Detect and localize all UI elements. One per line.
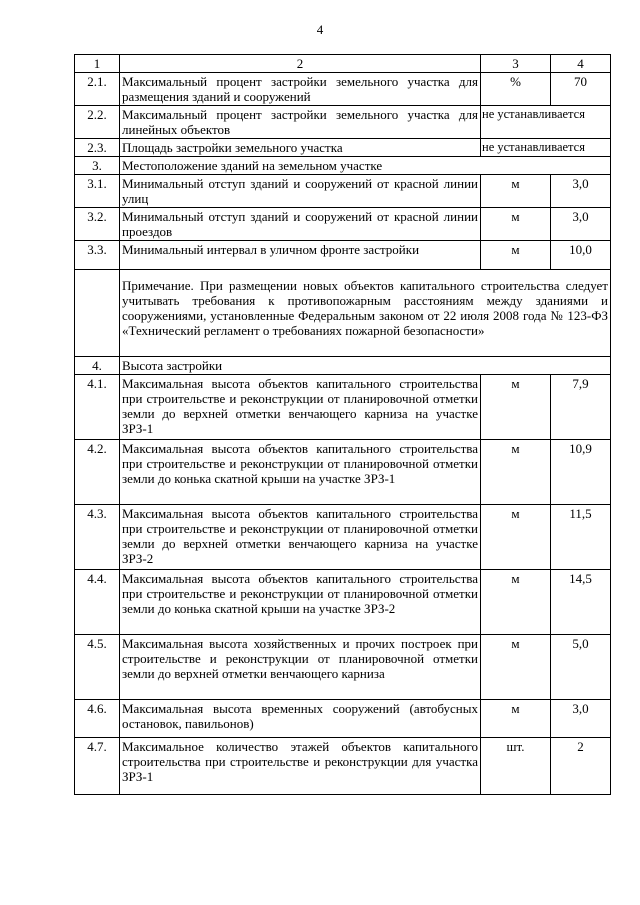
row-number-cell: 2.2. bbox=[75, 106, 120, 139]
parameter-text-cell: Максимальное количество этажей объектов капитального строительства при строительстве и реконструкции для участка ЗРЗ-1 bbox=[120, 738, 481, 795]
unit-cell: м bbox=[481, 635, 551, 700]
table-row bbox=[75, 157, 611, 175]
unit-cell: м bbox=[481, 570, 551, 635]
unit-cell: м bbox=[481, 440, 551, 505]
section-title-cell: Высота застройки bbox=[120, 357, 611, 375]
header-cell: 3 bbox=[481, 55, 551, 73]
parameter-text-cell: Максимальная высота хозяйственных и прочих построек при строительстве и реконструкции от планировочной отметки земли до верхней отметки венчающего карниза bbox=[120, 635, 481, 700]
table-row bbox=[75, 505, 611, 570]
parameter-text-cell: Максимальная высота временных сооружений (автобусных остановок, павильонов) bbox=[120, 700, 481, 738]
unit-cell: м bbox=[481, 175, 551, 208]
parameter-text-cell: Максимальная высота объектов капитального строительства при строительстве и реконструкции от планировочной отметки земли до верхней отметки венчающего карниза на участке ЗРЗ-1 bbox=[120, 375, 481, 440]
table-row bbox=[75, 357, 611, 375]
unit-cell: м bbox=[481, 375, 551, 440]
row-number-cell: 2.3. bbox=[75, 139, 120, 157]
row-number-cell: 4.4. bbox=[75, 570, 120, 635]
value-cell: 14,5 bbox=[551, 570, 611, 635]
header-cell: 1 bbox=[75, 55, 120, 73]
row-number-cell: 4.6. bbox=[75, 700, 120, 738]
table-row bbox=[75, 375, 611, 440]
parameter-text-cell: Минимальный отступ зданий и сооружений от красной линии проездов bbox=[120, 208, 481, 241]
table-row bbox=[75, 175, 611, 208]
note-cell: Примечание. При размещении новых объектов капитального строительства следует учитывать требования к противопожарным расстояниям между зданиями и сооружениями, установленные Федеральным законом от 22 июля 2008 года № 123-ФЗ «Технический регламент о требованиях пожарной безопасности» bbox=[120, 270, 611, 357]
table-row bbox=[75, 738, 611, 795]
value-cell: 2 bbox=[551, 738, 611, 795]
parameter-text-cell: Максимальная высота объектов капитального строительства при строительстве и реконструкции от планировочной отметки земли до конька скатной крыши на участке ЗРЗ-2 bbox=[120, 570, 481, 635]
parameter-text-cell: Максимальная высота объектов капитального строительства при строительстве и реконструкции от планировочной отметки земли до конька скатной крыши на участке ЗРЗ-1 bbox=[120, 440, 481, 505]
parameter-text-cell: Минимальный интервал в уличном фронте застройки bbox=[120, 241, 481, 270]
parameter-text-cell: Максимальный процент застройки земельного участка для размещения зданий и сооружений bbox=[120, 73, 481, 106]
row-number-cell: 4.5. bbox=[75, 635, 120, 700]
table-row bbox=[75, 139, 611, 157]
unit-cell: м bbox=[481, 700, 551, 738]
value-cell: 10,0 bbox=[551, 241, 611, 270]
value-cell: 3,0 bbox=[551, 208, 611, 241]
parameter-text-cell: Максимальная высота объектов капитального строительства при строительстве и реконструкции от планировочной отметки земли до верхней отметки венчающего карниза на участке ЗРЗ-2 bbox=[120, 505, 481, 570]
row-number-cell: 3.1. bbox=[75, 175, 120, 208]
value-cell: 5,0 bbox=[551, 635, 611, 700]
table-row bbox=[75, 241, 611, 270]
row-number-cell: 4. bbox=[75, 357, 120, 375]
parameter-text-cell: Площадь застройки земельного участка bbox=[120, 139, 481, 157]
row-number-cell bbox=[75, 270, 120, 357]
unit-cell: м bbox=[481, 241, 551, 270]
unit-cell: шт. bbox=[481, 738, 551, 795]
header-cell: 4 bbox=[551, 55, 611, 73]
table-row bbox=[75, 73, 611, 106]
parameter-text-cell: Максимальный процент застройки земельного участка для линейных объектов bbox=[120, 106, 481, 139]
row-number-cell: 3.2. bbox=[75, 208, 120, 241]
value-cell: 3,0 bbox=[551, 700, 611, 738]
row-number-cell: 4.2. bbox=[75, 440, 120, 505]
unit-cell: % bbox=[481, 73, 551, 106]
unit-cell: м bbox=[481, 208, 551, 241]
row-number-cell: 4.3. bbox=[75, 505, 120, 570]
table-header-row bbox=[75, 55, 611, 73]
page-number: 4 bbox=[316, 22, 324, 37]
merged-value-cell: не устанавливается bbox=[481, 106, 611, 139]
row-number-cell: 3. bbox=[75, 157, 120, 175]
merged-value-cell: не устанавливается bbox=[481, 139, 611, 157]
row-number-cell: 4.1. bbox=[75, 375, 120, 440]
table-row bbox=[75, 570, 611, 635]
unit-cell: м bbox=[481, 505, 551, 570]
header-cell: 2 bbox=[120, 55, 481, 73]
parameter-text-cell: Минимальный отступ зданий и сооружений от красной линии улиц bbox=[120, 175, 481, 208]
table-row bbox=[75, 440, 611, 505]
value-cell: 11,5 bbox=[551, 505, 611, 570]
value-cell: 70 bbox=[551, 73, 611, 106]
row-number-cell: 4.7. bbox=[75, 738, 120, 795]
value-cell: 10,9 bbox=[551, 440, 611, 505]
value-cell: 3,0 bbox=[551, 175, 611, 208]
regulations-table bbox=[74, 54, 611, 795]
row-number-cell: 2.1. bbox=[75, 73, 120, 106]
row-number-cell: 3.3. bbox=[75, 241, 120, 270]
table-row bbox=[75, 700, 611, 738]
value-cell: 7,9 bbox=[551, 375, 611, 440]
table-row bbox=[75, 106, 611, 139]
section-title-cell: Местоположение зданий на земельном участке bbox=[120, 157, 611, 175]
table-row bbox=[75, 270, 611, 357]
table-row bbox=[75, 635, 611, 700]
table-row bbox=[75, 208, 611, 241]
